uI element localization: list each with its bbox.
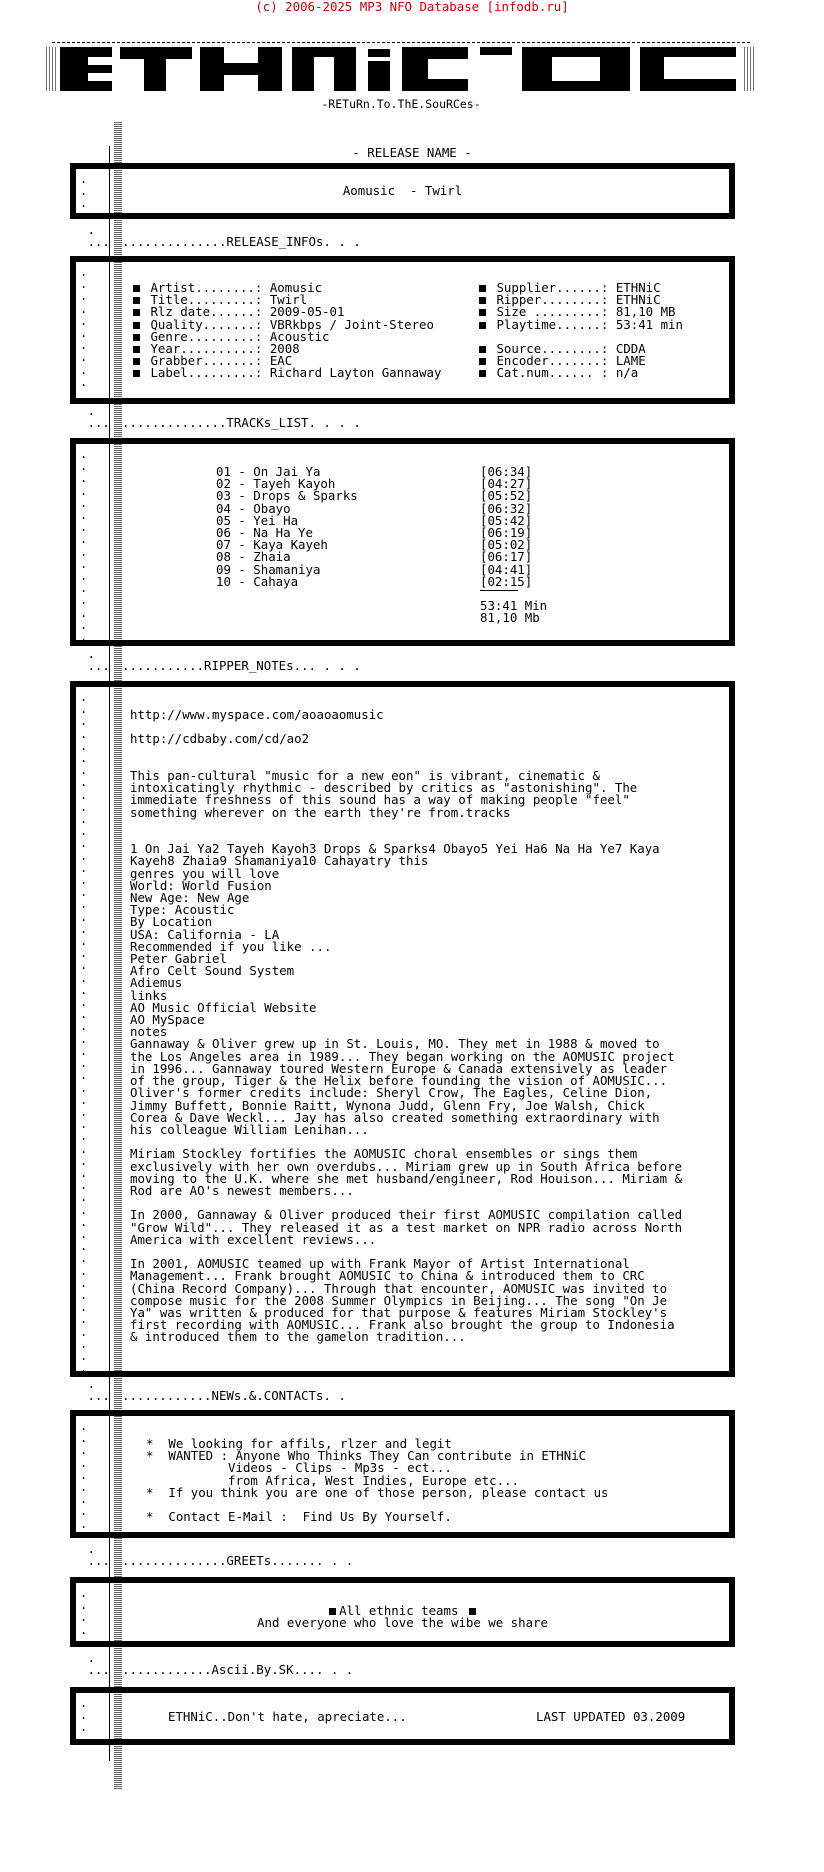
bullet-square xyxy=(133,297,140,304)
ripper-notes-header: ...........RIPPER_NOTEs... . . . xyxy=(122,658,361,673)
track-row xyxy=(216,573,533,589)
track-title: 09 - Shamaniya xyxy=(216,561,321,577)
release-info-value: Twirl xyxy=(269,292,308,308)
release-info-label: Ripper........: xyxy=(489,292,616,308)
logo-dither-left xyxy=(46,47,58,91)
release-infos-header: ..............RELEASE_INFOs. . . xyxy=(122,234,361,249)
ripper-notes-box: . . . . . . . . . . . . . . . . . . . . . . . . . . . . . . . . . . . . . . . . . . . . . . . . . . . . . . . . http://www.myspace.com/aoaoaomusic http://cdbaby.com/cd/ao2 This pan-cultural "music for a new eon" is vibrant, cinematic & intoxicatingly rhythmic - described by critics as "astonishing". The immediate freshness of this sound has a way of making people "feel" something wherever on the earth they're from.tracks 1 On Jai Ya2 Tayeh Kayoh3 Drops & Sparks4 Obayo5 Yei Ha6 Na Ha Ye7 Kaya Kayeh8 Zhaia9 Shamaniya10 Cahayatry this genres you will love World: World Fusion New Age: New Age Type: Acoustic By Location USA: California - LA Recommended if you like ... Peter Gabriel Afro Celt Sound System Adiemus links AO Music Official Website AO MySpace notes Gannaway & Oliver grew up in St. Louis, MO. They met in 1988 & moved to the Los Angeles area in 1989... They began working on the AOMUSIC project in 1996... Gannaway toured Western Europe & Canada extensively as leader of the group, Tiger & the Helix before founding the vision of AOMUSIC... Oliver's former credits include: Sheryl Crow, The Eagles, Celine Dion, Jimmy Buffett, Bonnie Raitt, Wynona Judd, Glenn Fry, Joe Walsh, Chick Corea & Dave Weckl... Jay has also created something extraordinary with his colleague William Lenihan... Miriam Stockley fortifies the AOMUSIC choral ensembles or sings them exclusively with her own overdubs... Miriam grew up in South Africa before moving to the U.K. where she met husband/engineer, Rod Houison... Miriam & Rod are AO's newest members... In 2000, Gannaway & Oliver produced their first AOMUSIC compilation called "Grow Wild"... They released it as a test market on NPR radio across North America with excellent reviews... In 2001, AOMUSIC teamed up with Frank Mayor of Artist International Management... Frank brought AOMUSIC to China & introduced them to CRC (China Record Company)... Through that encounter, AOMUSIC was invited to compose music for the 2008 Summer Olympics in Beijing... The song "On Je Ya" was written & produced for that purpose & features Miriam Stockley's first recording with AOMUSIC... Frank also brought the group to Indonesia & introduced them to the gamelon tradition... xyxy=(70,681,735,1377)
logo-flourish xyxy=(480,47,512,55)
release-info-value: EAC xyxy=(269,353,293,369)
track-title: 08 - Zhaia xyxy=(216,549,291,565)
track-time: [04:27] xyxy=(480,476,533,492)
release-info-label: Quality.......: xyxy=(143,316,270,332)
release-info-value: VBRkbps / Joint-Stereo xyxy=(269,316,434,332)
logo-letter-e xyxy=(60,47,112,91)
release-info-label: Encoder.......: xyxy=(489,353,616,369)
track-time: [04:41] xyxy=(480,561,533,577)
release-info-label: Source........: xyxy=(489,341,616,356)
bullet-square xyxy=(133,285,140,292)
ascii-box: . . . ETHNiC..Don't hate, apreciate... LAST UPDATED 03.2009 xyxy=(70,1687,735,1745)
bullet-square xyxy=(479,297,486,304)
bullet-square xyxy=(469,1608,476,1615)
ascii-footer-right: LAST UPDATED 03.2009 xyxy=(536,1709,686,1724)
release-info-label: Size .........: xyxy=(489,304,616,320)
bullet-square xyxy=(479,370,486,377)
release-info-label: Grabber.......: xyxy=(143,353,270,369)
track-time: [06:32] xyxy=(480,500,533,516)
ascii-footer-left: ETHNiC..Don't hate, apreciate... xyxy=(168,1709,407,1724)
track-title: 01 - On Jai Ya xyxy=(216,464,321,479)
bullet-square xyxy=(133,322,140,329)
release-info-value: 53:41 min xyxy=(615,316,683,332)
release-info-value: CDDA xyxy=(615,341,646,356)
release-info-row xyxy=(476,316,683,332)
logo-dither-right xyxy=(744,47,756,91)
ascii-header: ............Ascii.By.SK.... . . xyxy=(122,1662,354,1677)
bullet-square xyxy=(479,358,486,365)
bullet-square xyxy=(133,370,140,377)
track-title: 02 - Tayeh Kayoh xyxy=(216,476,336,492)
track-time: [06:19] xyxy=(480,525,533,540)
release-info-label: Rlz date......: xyxy=(143,304,270,320)
total-divider xyxy=(480,590,518,591)
release-info-value: ETHNiC xyxy=(615,280,661,295)
total-time: 53:41 Min xyxy=(480,598,548,614)
release-info-value: Acoustic xyxy=(269,328,330,344)
track-title: 06 - Na Ha Ye xyxy=(216,525,313,540)
bullet-square xyxy=(133,346,140,353)
total-size: 81,10 Mb xyxy=(480,610,540,626)
release-info-value: LAME xyxy=(615,353,646,369)
logo-letter-i xyxy=(368,49,390,57)
bullet-square xyxy=(479,322,486,329)
bullet-square xyxy=(329,1608,336,1615)
bullet-square xyxy=(133,309,140,316)
news-box: . . . . . . . . . * We looking for affils, rlzer and legit * WANTED : Anyone Who Thinks They Can contribute in ETHNiC Videos - Clips - Mp3s - ect... from Africa, West Indies, Europe etc... * If you think you are one of those person, please contact us * Contact E-Mail : Find Us By Yourself. xyxy=(70,1410,735,1538)
release-info-label: Label.........: xyxy=(143,365,270,381)
release-info-label: Title.........: xyxy=(143,292,270,308)
release-info-row xyxy=(130,367,441,379)
release-info-value: 2009-05-01 xyxy=(269,304,345,320)
release-infos-box: . . . . . . . . . . Artist........: Aomusic Title.........: Twirl Rlz date......: 2009-05-01 Quality.......: VBRkbps / Joint-Stereo Genre.........: Acoustic Year..........: 2008 Grabber.......: EAC Label.........: Richard Layton Gannaway Supplier......: ETHNiC Ripper........: ETHNiC Size .........: 81,10 MB Playtime......: 53:41 min Source........: CDDA Encoder.......: LAME Cat.num...... : n/a xyxy=(70,256,735,404)
ripper-notes-text: http://www.myspace.com/aoaoaomusic http://cdbaby.com/cd/ao2 This pan-cultural "music for a new eon" is vibrant, cinematic & intoxicatingly rhythmic - described by critics as "astonishing". The immediate freshness of this sound has a way of making people "feel" something wherever on the earth they're from.tracks 1 On Jai Ya2 Tayeh Kayoh3 Drops & Sparks4 Obayo5 Yei Ha6 Na Ha Ye7 Kaya Kayeh8 Zhaia9 Shamaniya10 Cahayatry this genres you will love World: World Fusion New Age: New Age Type: Acoustic By Location USA: California - LA Recommended if you like ... Peter Gabriel Afro Celt Sound System Adiemus links AO Music Official Website AO MySpace notes Gannaway & Oliver grew up in St. Louis, MO. They met in 1988 & moved to the Los Angeles area in 1989... They began working on the AOMUSIC project in 1996... Gannaway toured Western Europe & Canada extensively as leader of the group, Tiger & the Helix before founding the vision of AOMUSIC... Oliver's former credits include: Sheryl Crow, The Eagles, Celine Dion, Jimmy Buffett, Bonnie Raitt, Wynona Judd, Glenn Fry, Joe Walsh, Chick Corea & Dave Weckl... Jay has also created something extraordinary with his colleague William Lenihan... Miriam Stockley fortifies the AOMUSIC choral ensembles or sings them exclusively with her own overdubs... Miriam grew up in South Africa before moving to the U.K. where she met husband/engineer, Rod Houison... Miriam & Rod are AO's newest members... In 2000, Gannaway & Oliver produced their first AOMUSIC compilation called "Grow Wild"... They released it as a test market on NPR radio across North America with excellent reviews... In 2001, AOMUSIC teamed up with Frank Mayor of Artist International Management... Frank brought AOMUSIC to China & introduced them to CRC (China Record Company)... Through that encounter, AOMUSIC was invited to compose music for the 2008 Summer Olympics in Beijing... The song "On Je Ya" was written & produced for that purpose & features Miriam Stockley's first recording with AOMUSIC... Frank also brought the group to Indonesia & introduced them to the gamelon tradition... xyxy=(130,707,683,1345)
ethnic-logo xyxy=(52,42,750,111)
release-info-label: Artist........: xyxy=(143,280,270,295)
release-info-label: Year..........: xyxy=(143,341,270,356)
track-title: 05 - Yei Ha xyxy=(216,512,299,528)
copyright-notice: (c) 2006-2025 MP3 NFO Database [infodb.ru] xyxy=(255,0,569,14)
release-info-label: Playtime......: xyxy=(489,316,616,332)
release-info-label: Supplier......: xyxy=(489,280,616,295)
bullet-square xyxy=(479,285,486,292)
release-info-value: 2008 xyxy=(269,341,300,356)
release-info-row xyxy=(476,367,638,379)
logo-tagline: -RETuRn.To.ThE.SouRCes- xyxy=(321,97,481,111)
track-time: [02:15] xyxy=(480,573,533,589)
greets-line-1: All ethnic teams xyxy=(76,1605,729,1617)
release-name-box: . . . Aomusic - Twirl xyxy=(70,163,735,219)
release-info-label: Cat.num...... : xyxy=(489,365,616,381)
bullet-square xyxy=(133,334,140,341)
bullet-square xyxy=(479,346,486,353)
release-info-label: Genre.........: xyxy=(143,328,270,344)
bullet-square xyxy=(479,309,486,316)
release-info-value: 81,10 MB xyxy=(615,304,676,320)
bullet-square xyxy=(133,358,140,365)
track-title: 04 - Obayo xyxy=(216,500,291,516)
release-info-value: ETHNiC xyxy=(615,292,661,308)
tracks-header: ..............TRACKs_LIST. . . . xyxy=(122,415,361,430)
release-name-value: Aomusic - Twirl xyxy=(342,183,463,198)
track-time: [06:17] xyxy=(480,549,533,565)
greets-header: ..............GREETs....... . . xyxy=(122,1553,354,1568)
track-time: [06:34] xyxy=(480,464,533,479)
release-info-value: Richard Layton Gannaway xyxy=(269,365,442,381)
tracks-box: . . . . . . . . . . . . . . . . 01 - On Jai Ya [06:34] 02 - Tayeh Kayoh [04:27] 03 - Drops & Sparks [05:52] 04 - Obayo [06:32] 05 - Yei Ha [05:42] 06 - Na Ha Ye [06:19] 07 - Kaya Kayeh [05:02] 08 - Zhaia [06:17] 09 - Shamaniya [04:41] 10 - Cahaya [02:15] 53:41 Min 81,10 Mb xyxy=(70,438,735,646)
release-info-value: n/a xyxy=(615,365,639,381)
release-info-value: Aomusic xyxy=(269,280,323,295)
greets-line-2: And everyone who love the wibe we share xyxy=(257,1615,548,1630)
track-time: [05:42] xyxy=(480,512,533,528)
track-title: 10 - Cahaya xyxy=(216,573,299,589)
track-title: 03 - Drops & Sparks xyxy=(216,488,358,504)
greets-box: . . . . All ethnic teams And everyone who love the wibe we share xyxy=(70,1577,735,1647)
track-time: [05:02] xyxy=(480,537,533,553)
news-header: ............NEWs.&.CONTACTs. . xyxy=(122,1388,346,1403)
news-text: * We looking for affils, rlzer and legit * WANTED : Anyone Who Thinks They Can contribute in ETHNiC Videos - Clips - Mp3s - ect... from Africa, West Indies, Europe etc... * If you think you are one of those person, please contact us * Contact E-Mail : Find Us By Yourself. xyxy=(146,1436,609,1525)
track-title: 07 - Kaya Kayeh xyxy=(216,537,328,553)
release-name-header: - RELEASE NAME - xyxy=(352,145,472,160)
track-time: [05:52] xyxy=(480,488,533,504)
